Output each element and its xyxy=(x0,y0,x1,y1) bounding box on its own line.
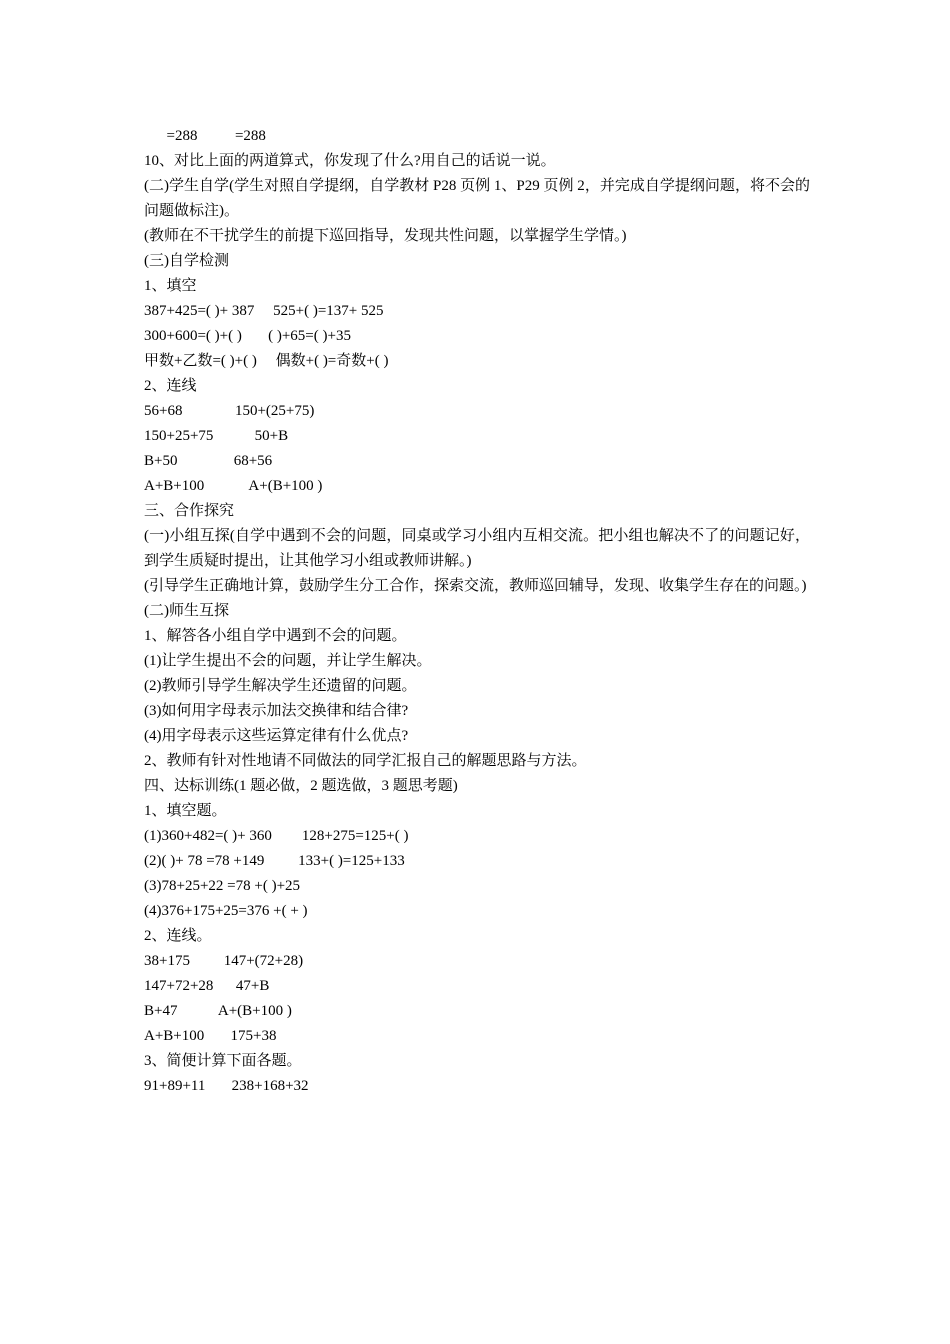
text-line: 150+25+75 50+B xyxy=(144,428,289,444)
text-line: (2)( )+ 78 =78 +149 133+( )=125+133 xyxy=(144,853,405,869)
document-body xyxy=(144,124,810,1099)
text-line: 300+600=( )+( ) ( )+65=( )+35 xyxy=(144,328,351,344)
text-line: 1、填空 xyxy=(144,278,197,294)
text-line: 38+175 147+(72+28) xyxy=(144,953,304,969)
text-line: B+50 68+56 xyxy=(144,453,273,469)
text-line: 56+68 150+(25+75) xyxy=(144,403,315,419)
text-line: (4)用字母表示这些运算定律有什么优点? xyxy=(144,728,409,744)
text-line: 三、合作探究 xyxy=(144,503,235,519)
text-line: A+B+100 A+(B+100 ) xyxy=(144,478,323,494)
text-line: 2、连线。 xyxy=(144,928,212,944)
text-line: (教师在不干扰学生的前提下巡回指导，发现共性问题，以掌握学生学情。) xyxy=(144,228,627,244)
text-line: B+47 A+(B+100 ) xyxy=(144,1003,292,1019)
text-line: (三)自学检测 xyxy=(144,253,229,269)
text-line: 2、教师有针对性地请不同做法的同学汇报自己的解题思路与方法。 xyxy=(144,753,587,769)
text-line: 91+89+11 238+168+32 xyxy=(144,1078,309,1094)
text-line: 甲数+乙数=( )+( ) 偶数+( )=奇数+( ) xyxy=(144,353,389,369)
text-line: 1、填空题。 xyxy=(144,803,227,819)
text-line: (3)如何用字母表示加法交换律和结合律? xyxy=(144,703,409,719)
text-line: 3、简便计算下面各题。 xyxy=(144,1053,302,1069)
text-line: 1、解答各小组自学中遇到不会的问题。 xyxy=(144,628,407,644)
text-line: (引导学生正确地计算，鼓励学生分工合作，探索交流，教师巡回辅导，发现、收集学生存在的问题。) xyxy=(144,578,807,594)
text-line: (二)师生互探 xyxy=(144,603,229,619)
text-line: =288 =288 xyxy=(144,128,266,144)
text-line: (一)小组互探(自学中遇到不会的问题，同桌或学习小组内互相交流。把小组也解决不了的问题记好，到学生质疑时提出，让其他学习小组或教师讲解。) xyxy=(144,528,810,569)
text-line: 387+425=( )+ 387 525+( )=137+ 525 xyxy=(144,303,384,319)
text-line: (二)学生自学(学生对照自学提纲，自学教材 P28 页例 1、P29 页例 2，并完成自学提纲问题，将不会的问题做标注)。 xyxy=(144,178,810,219)
text-line: A+B+100 175+38 xyxy=(144,1028,277,1044)
text-line: (1)让学生提出不会的问题，并让学生解决。 xyxy=(144,653,432,669)
text-line: 147+72+28 47+B xyxy=(144,978,270,994)
text-line: (3)78+25+22 =78 +( )+25 xyxy=(144,878,301,894)
text-line: (4)376+175+25=376 +( + ) xyxy=(144,903,308,919)
text-line: 2、连线 xyxy=(144,378,197,394)
text-line: 10、对比上面的两道算式，你发现了什么?用自己的话说一说。 xyxy=(144,153,556,169)
text-line: (1)360+482=( )+ 360 128+275=125+( ) xyxy=(144,828,409,844)
text-line: (2)教师引导学生解决学生还遗留的问题。 xyxy=(144,678,417,694)
text-line: 四、达标训练(1 题必做，2 题选做，3 题思考题) xyxy=(144,778,458,794)
